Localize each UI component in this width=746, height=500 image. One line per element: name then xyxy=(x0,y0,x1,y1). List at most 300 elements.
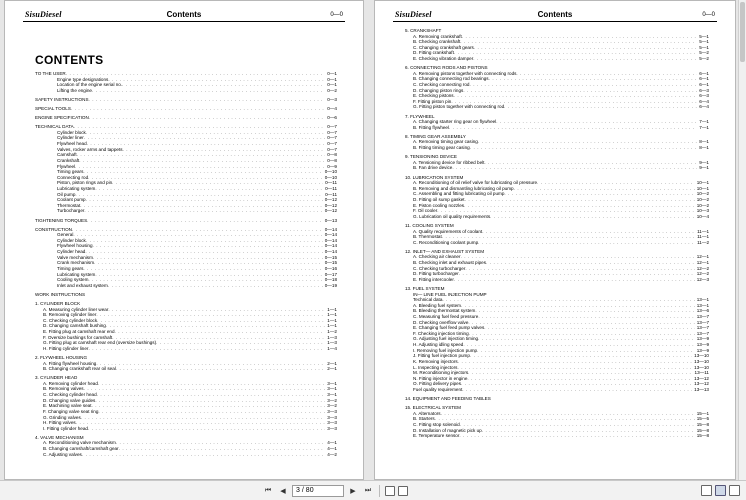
toc-entry-page: 13—7 xyxy=(696,330,709,336)
toc-entry[interactable] xyxy=(405,387,709,393)
toc-entry-page: 15—1 xyxy=(696,410,709,416)
toc-entry-title: 11. COOLING SYSTEM xyxy=(405,222,454,228)
toc-entry-title: K. Removing injectors xyxy=(413,358,458,364)
toc-entry-title: A. Quality requirements of coolant xyxy=(413,228,483,234)
toc-entry-page: 0—19 xyxy=(324,282,337,288)
toc-entry-title: 1. CYLINDER BLOCK xyxy=(35,300,81,306)
toc-entry-page: 3—1 xyxy=(327,380,337,386)
toc-entry-title: B. Bleeding thermostat system xyxy=(413,308,476,314)
toc-entry-page: 0—9 xyxy=(327,163,337,169)
toc-entry-title: I. Fitting cylinder head xyxy=(43,425,88,431)
toc-entry-page: 13—9 xyxy=(696,336,709,342)
toc-entry-page: 13—11 xyxy=(694,370,709,376)
toc-entry-page: 5—2 xyxy=(699,50,709,56)
toc-entry-title: Location of the engine serial no. xyxy=(57,82,123,88)
toc-entry-page: 3—2 xyxy=(327,403,337,409)
toc-entry-title: B. Fitting timing gear casing xyxy=(413,145,470,151)
toc-entry-title: B. Removing valves xyxy=(43,386,84,392)
toc-entry-title: Cylinder liner xyxy=(57,135,84,141)
toc-entry-page: 10—1 xyxy=(696,180,709,186)
toc-entry-title: A. Bleeding fuel system xyxy=(413,302,462,308)
toc-entry-title: G. Adjusting fuel injection timing xyxy=(413,336,479,342)
vertical-scrollbar[interactable] xyxy=(738,0,746,480)
toc-entry-title: Timing gears xyxy=(57,265,84,271)
toc-entry-title: 2. FLYWHEEL HOUSING xyxy=(35,354,88,360)
toc-leader-dots xyxy=(89,97,326,103)
toc-entry-page: 0—7 xyxy=(327,135,337,141)
toc-entry-page: 12—1 xyxy=(696,254,709,260)
toc-entry-title: C. Assembling and fitting lubricating oil pump xyxy=(413,191,505,197)
toc-entry[interactable] xyxy=(35,452,337,458)
toc-entry-title: ENGINE SPECIFICATION xyxy=(35,115,89,121)
toc-list-left xyxy=(35,71,337,457)
fit-page-icon[interactable] xyxy=(385,486,395,496)
total-pages: / 80 xyxy=(301,487,314,494)
toc-entry-page: 0—8 xyxy=(327,152,337,158)
toc-entry-page: 4—1 xyxy=(327,440,337,446)
toc-entry-title: SAFETY INSTRUCTIONS xyxy=(35,96,89,102)
toc-leader-dots xyxy=(452,165,697,171)
toc-entry-page: 10—3 xyxy=(696,208,709,214)
toc-entry-page: 0—11 xyxy=(325,180,337,186)
toc-entry-title: D. Fitting turbocharger xyxy=(413,271,459,277)
toc-entry-title: 10. LUBRICATION SYSTEM xyxy=(405,174,464,180)
toc-entry-page: 9—1 xyxy=(699,159,709,165)
toc-entry-title: TECHNICAL DATA xyxy=(35,124,74,130)
toc-entry[interactable] xyxy=(35,115,337,121)
toc-leader-dots xyxy=(82,452,325,458)
toc-entry-title: E. Fitting plug at camshaft rear end xyxy=(43,328,115,334)
toc-entry-title: D. Fitting crankshaft xyxy=(413,50,454,56)
toc-entry-title: A. Checking air cleaner xyxy=(413,254,461,260)
toc-entry-title: G. Fitting plug at camshaft rear end (oversize bushings) xyxy=(43,340,157,346)
two-page-icon[interactable] xyxy=(715,485,726,496)
header-title: Contents xyxy=(166,10,202,19)
toc-entry[interactable] xyxy=(35,97,337,103)
page-header xyxy=(393,10,717,22)
toc-entry-title: A. Alternators xyxy=(413,410,441,416)
toc-entry-page: 3—3 xyxy=(327,408,337,414)
toc-entry-title: Turbocharger xyxy=(57,208,85,214)
toc-entry[interactable] xyxy=(35,292,337,298)
toc-entry-page: 0—18 xyxy=(324,277,337,283)
toc-entry-title: 8. TIMING GEAR ASSEMBLY xyxy=(405,133,466,139)
toc-entry-page: 6—4 xyxy=(699,98,709,104)
toc-entry-page: 13—13 xyxy=(694,386,709,392)
toc-entry-page: 13—7 xyxy=(696,314,709,320)
toc-entry-title: 7. FLYWHEEL xyxy=(405,113,435,119)
toc-entry-title: 14. EQUIPMENT AND FEEDING TABLES xyxy=(405,396,491,402)
toc-leader-dots xyxy=(108,283,323,289)
toc-entry-title: B. Fan drive device xyxy=(413,165,453,171)
toc-entry-page: 5—1 xyxy=(699,39,709,45)
toc-entry-title: 3. CYLINDER HEAD xyxy=(35,375,78,381)
toc-entry-title: B. Changing camshaft/camshaft gear xyxy=(43,446,119,452)
toc-entry-title: D. Installation of magnetic pick up xyxy=(413,427,482,433)
sisu-diesel-logo: SisuDiesel xyxy=(25,10,62,19)
toc-entry-title: G. Grinding valves xyxy=(43,414,81,420)
toc-entry-title: Engine type designations xyxy=(57,76,109,82)
toc-entry-title: F. Changing valve seat ring xyxy=(43,408,99,414)
toc-entry-title: I. Removing fuel injection pump xyxy=(413,347,478,353)
toc-leader-dots xyxy=(84,208,322,214)
toc-entry-page: 11—1 xyxy=(697,234,709,240)
toc-entry[interactable] xyxy=(405,277,709,283)
toc-entry-page: 1—1 xyxy=(327,317,337,323)
toc-entry[interactable] xyxy=(405,165,709,171)
toc-entry-title: 5. CRANKSHAFT xyxy=(405,28,442,33)
toc-entry-title: IN— LINE FUEL INJECTION PUMP xyxy=(413,291,487,297)
toc-entry-page: 0—4 xyxy=(327,106,337,112)
toc-entry-title: Crankshaft xyxy=(57,157,80,163)
toc-leader-dots xyxy=(462,387,692,393)
toc-entry-title: E. Temperature sensor xyxy=(413,433,460,439)
toc-entry-page: 1—1 xyxy=(327,323,337,329)
toc-entry-title: G. Fitting piston together with connecting rod xyxy=(413,104,505,110)
toc-entry-page: 0—10 xyxy=(324,169,337,175)
toc-entry-page: 0—16 xyxy=(324,265,337,271)
toc-entry-page: 0—11 xyxy=(325,191,337,197)
toc-entry-page: 0—11 xyxy=(325,185,337,191)
toc-entry-page: 5—2 xyxy=(699,56,709,62)
toc-entry-title: Timing gears xyxy=(57,169,84,175)
last-page-icon[interactable]: ⏭ xyxy=(364,487,372,494)
toc-entry-title: 4. VALVE MECHANISM xyxy=(35,434,84,440)
toc-entry-page: 13—1 xyxy=(696,302,709,308)
toc-entry-title: Lubricating system xyxy=(57,185,96,191)
toc-leader-dots xyxy=(473,56,697,62)
toc-entry-title: B. Removing cylinder liner xyxy=(43,312,97,318)
toc-entry-title: Cooling system xyxy=(57,277,89,283)
toc-entry-title: 12. INLET— AND EXHAUST SYSTEM xyxy=(405,248,485,254)
toc-entry-title: G. Lubrication oil quality requirements xyxy=(413,213,491,219)
toc-entry-page: 11—1 xyxy=(697,228,709,234)
toc-entry-title: Oil pump xyxy=(57,191,76,197)
toc-entry-page: 12—3 xyxy=(696,276,709,282)
page-number-input[interactable] xyxy=(292,485,344,497)
toc-entry-page: 9—1 xyxy=(699,165,709,171)
pdf-page-right xyxy=(374,0,736,480)
toc-entry-title: D. Checking overflow valve xyxy=(413,319,469,325)
toc-entry-title: Flywheel housing xyxy=(57,243,93,249)
toc-entry-page: 7—1 xyxy=(699,119,709,125)
toc-entry-page: 6—1 xyxy=(699,81,709,87)
toc-entry-page: 2—1 xyxy=(327,360,337,366)
toc-entry-title: E. Checking pistons xyxy=(413,93,454,99)
toc-entry-page: 6—3 xyxy=(699,87,709,93)
toc-entry-page: 0—13 xyxy=(324,217,337,223)
toc-entry-page: 1—3 xyxy=(327,340,337,346)
toc-entry-page: 13—10 xyxy=(694,358,709,364)
toc-entry-page: 10—1 xyxy=(696,185,709,191)
toc-entry-page: 8—1 xyxy=(699,139,709,145)
toc-entry-page: 1—1 xyxy=(327,306,337,312)
toc-entry-title: A. Fitting flywheel housing xyxy=(43,360,97,366)
viewer-toolbar xyxy=(0,480,746,500)
toc-entry-page: 0—10 xyxy=(324,174,337,180)
toc-entry-title: CONSTRUCTION xyxy=(35,226,73,232)
toc-entry-title: A. Tensioning device for ribbed belt xyxy=(413,159,485,165)
toc-leader-dots xyxy=(88,346,325,352)
toc-leader-dots xyxy=(71,106,325,112)
toc-entry-page: 0—7 xyxy=(327,141,337,147)
toc-entry-title: Connecting rod xyxy=(57,174,89,180)
toc-entry-title: Piston, piston rings and pin xyxy=(57,180,113,186)
toc-entry-title: 15. ELECTRICAL SYSTEM xyxy=(405,405,461,411)
toc-entry-page: 15—8 xyxy=(696,427,709,433)
toc-leader-dots xyxy=(459,433,694,439)
toc-entry-page: 0—7 xyxy=(327,129,337,135)
toc-entry[interactable] xyxy=(405,433,709,439)
toc-entry-title: A. Reconditioning of oil relief valve for lubricating oil pressure xyxy=(413,180,538,186)
toc-entry-page: 4—1 xyxy=(327,446,337,452)
toc-entry-title: Flywheel head xyxy=(57,141,87,147)
toc-entry-page: 11—2 xyxy=(697,239,709,245)
toc-entry-page: 10—4 xyxy=(696,213,709,219)
toc-entry-page: 10—2 xyxy=(696,196,709,202)
single-page-icon[interactable] xyxy=(701,485,712,496)
toc-entry-page: 8—1 xyxy=(699,145,709,151)
toc-entry-title: C. Reconditioning coolant pump xyxy=(413,239,479,245)
page-navigation xyxy=(262,484,408,498)
toc-entry-page: 0—12 xyxy=(324,208,337,214)
sisu-diesel-logo: SisuDiesel xyxy=(395,10,432,19)
toc-entry-title: N. Fitting injector in engine xyxy=(413,375,468,381)
toc-entry[interactable] xyxy=(35,106,337,112)
toc-entry-title: H. Fitting cylinder liner xyxy=(43,345,89,351)
first-page-icon[interactable]: ⏮ xyxy=(264,487,272,494)
toc-entry-page: 10—2 xyxy=(696,191,709,197)
toc-entry-page: 13—1 xyxy=(696,297,709,303)
toc-entry-title: C. Checking cylinder block xyxy=(43,317,98,323)
toc-entry-page: 0—14 xyxy=(324,249,337,255)
toc-entry-page: 12—1 xyxy=(696,260,709,266)
toc-entry-title: D. Fitting oil sump gasket xyxy=(413,196,465,202)
toc-entry-title: D. Changing piston rings xyxy=(413,87,464,93)
toolbar-divider xyxy=(379,485,380,497)
toc-entry-page: 0—15 xyxy=(324,260,337,266)
toc-entry-page: 7—1 xyxy=(699,124,709,130)
toc-entry[interactable] xyxy=(405,125,709,131)
scrollbar-thumb[interactable] xyxy=(740,2,745,62)
toc-entry-page: 3—1 xyxy=(327,392,337,398)
toc-entry-title: A. Removing timing gear casing xyxy=(413,139,478,145)
toc-entry-title: Inlet and exhaust system xyxy=(57,282,108,288)
toc-entry-title: E. Piston cooling nozzles xyxy=(413,202,465,208)
toc-entry-title: H. Fitting valves xyxy=(43,420,76,426)
toc-entry-title: WORK INSTRUCTIONS xyxy=(35,291,86,297)
toc-entry-page: 5—1 xyxy=(699,33,709,39)
toc-entry-title: A. Removing cylinder head xyxy=(43,380,98,386)
toc-entry-title: C. Measuring fuel feed pressure xyxy=(413,314,479,320)
toc-entry-title: F. Fitting piston pin xyxy=(413,98,452,104)
toc-entry-title: A. Changing starter ring gear on flywheel xyxy=(413,119,497,125)
toc-entry-title: C. Checking cylinder head xyxy=(43,392,97,398)
toc-leader-dots xyxy=(87,218,323,224)
toc-entry[interactable] xyxy=(405,396,709,402)
toc-entry-page: 13—6 xyxy=(696,308,709,314)
toc-entry-title: Valve mechanism xyxy=(57,254,93,260)
toc-entry-title: E. Changing fuel feed pump valves xyxy=(413,325,485,331)
toc-entry-page: 4—2 xyxy=(327,451,337,457)
toc-entry-title: B. Starters xyxy=(413,416,435,422)
toc-leader-dots xyxy=(490,214,695,220)
toc-entry-title: Cylinder block xyxy=(57,129,86,135)
toc-entry-page: 0—14 xyxy=(324,243,337,249)
toc-entry-title: SPECIAL TOOLS xyxy=(35,106,71,112)
toc-entry-title: 9. TENSIONING DEVICE xyxy=(405,154,457,160)
toc-entry[interactable] xyxy=(35,88,337,94)
toc-entry-title: Cylinder block xyxy=(57,237,86,243)
toc-entry-page: 0—14 xyxy=(324,237,337,243)
toc-entry-page: 3—1 xyxy=(327,386,337,392)
toc-entry-page: 0—14 xyxy=(324,226,337,232)
toc-entry-page: 0—1 xyxy=(327,76,337,82)
toc-entry-page: 1—1 xyxy=(327,312,337,318)
toc-entry-page: 15—8 xyxy=(696,422,709,427)
toc-entry-title: Flywheel xyxy=(57,163,76,169)
toc-entry[interactable] xyxy=(35,346,337,352)
toc-entry-page: 6—3 xyxy=(699,93,709,99)
toc-entry-title: 13. FUEL SYSTEM xyxy=(405,285,445,291)
toc-leader-dots xyxy=(478,240,695,246)
toc-entry-page: 5—1 xyxy=(699,44,709,50)
toc-entry-page: 0—8 xyxy=(327,157,337,163)
view-mode-buttons xyxy=(701,485,740,496)
toc-entry-title: B. Checking inlet and exhaust pipes xyxy=(413,260,487,266)
toc-entry-title: Camshaft xyxy=(57,152,77,158)
toc-entry-title: E. Fitting intercooler xyxy=(413,276,454,282)
header-title: Contents xyxy=(537,10,573,19)
toc-entry[interactable] xyxy=(405,145,709,151)
toc-entry-title: C. Adjusting valves xyxy=(43,451,82,457)
toc-entry-title: Valves, rocker arms and tappets xyxy=(57,146,123,152)
toc-entry-title: 6. CONNECTING RODS AND PISTONS xyxy=(405,65,488,71)
toc-entry-page: 13—10 xyxy=(694,353,709,359)
toc-entry[interactable] xyxy=(35,218,337,224)
toc-leader-dots xyxy=(116,366,326,372)
toc-entry-title: B. Thermostat xyxy=(413,234,442,240)
toc-entry-title: M. Reconditioning injectors xyxy=(413,370,469,376)
toc-leader-dots xyxy=(88,426,325,432)
toc-entry-page: 0—1 xyxy=(327,82,337,88)
header-page-code: 0—0 xyxy=(330,12,343,18)
toc-list-right xyxy=(405,28,709,439)
toc-entry-page: 0—3 xyxy=(327,96,337,102)
toc-entry-title: A. Removing crankshaft xyxy=(413,33,462,39)
toc-entry-title: F. Oversize bushings for camshaft xyxy=(43,334,113,340)
toc-entry[interactable] xyxy=(405,104,709,110)
toc-entry-page: 13—9 xyxy=(696,342,709,348)
toc-entry[interactable] xyxy=(405,214,709,220)
toc-entry-title: A. Measuring cylinder liner wear xyxy=(43,306,109,312)
toc-entry-page: 13—9 xyxy=(696,347,709,353)
toc-entry[interactable] xyxy=(405,56,709,62)
toc-entry-title: D. Changing camshaft bushing xyxy=(43,323,106,329)
toc-entry-page: 15—8 xyxy=(696,433,709,439)
toc-entry-title: B. Fitting flywheel xyxy=(413,124,449,130)
toc-entry-page: 3—3 xyxy=(327,425,337,431)
toc-entry-page: 15—5 xyxy=(696,416,709,422)
toc-leader-dots xyxy=(449,125,697,131)
toc-entry-title: TO THE USER xyxy=(35,71,66,76)
toc-entry-title: D. Changing valve guides xyxy=(43,397,96,403)
toc-entry-title: E. Machining valve seat xyxy=(43,403,92,409)
toc-entry-page: 6—1 xyxy=(699,76,709,82)
toc-entry-title: A. Reconditioning valve mechanism xyxy=(43,440,116,446)
toc-entry-title: Lifting the engine xyxy=(57,87,92,93)
toc-entry-title: C. Fitting stop solenoid xyxy=(413,422,460,427)
toc-entry-page: 13—7 xyxy=(696,319,709,325)
toc-entry-page: 6—4 xyxy=(699,104,709,110)
toc-entry-page: 1—4 xyxy=(327,345,337,351)
toc-entry-title: E. Checking vibration damper xyxy=(413,56,474,62)
continuous-scroll-icon[interactable] xyxy=(729,485,740,496)
toc-leader-dots xyxy=(504,104,697,110)
page-header xyxy=(23,10,345,22)
toc-entry-page: 0—12 xyxy=(324,202,337,208)
toc-entry-page: 0—2 xyxy=(327,87,337,93)
toc-entry-title: Technical data xyxy=(413,297,443,303)
toc-leader-dots xyxy=(470,145,698,151)
current-page[interactable]: 3 xyxy=(296,487,300,494)
toc-leader-dots xyxy=(454,277,695,283)
toc-leader-dots xyxy=(92,88,325,94)
next-page-icon[interactable]: ▶ xyxy=(350,488,356,495)
toc-entry[interactable] xyxy=(35,426,337,432)
toc-entry-page: 0—17 xyxy=(324,271,337,277)
toc-entry-title: L. Inspecting injectors xyxy=(413,364,458,370)
toc-entry[interactable] xyxy=(35,208,337,214)
toc-entry-title: B. Removing and dismantling lubricating oil pump xyxy=(413,185,514,191)
toc-entry-title: F. Oil cooler xyxy=(413,208,438,214)
toc-leader-dots xyxy=(89,115,326,121)
toc-entry-title: Crank mechanism xyxy=(57,260,95,266)
toc-entry-page: 0—6 xyxy=(327,115,337,121)
toc-entry-page: 3—2 xyxy=(327,397,337,403)
toc-entry-page: 13—12 xyxy=(694,381,709,387)
toc-entry-page: 12—2 xyxy=(696,271,709,277)
toc-entry-title: Coolant pump xyxy=(57,197,86,203)
toc-entry-page: 6—1 xyxy=(699,70,709,76)
fit-width-icon[interactable] xyxy=(398,486,408,496)
toc-entry[interactable] xyxy=(35,366,337,372)
toc-entry-page: 10—2 xyxy=(696,202,709,208)
toc-entry-title: H. Adjusting idling speed xyxy=(413,342,464,348)
toc-entry-title: O. Fitting delivery pipes xyxy=(413,381,461,387)
toc-entry-page: 0—12 xyxy=(324,197,337,203)
toc-entry-page: 3—3 xyxy=(327,414,337,420)
toc-entry-title: Fuel quality requirement xyxy=(413,386,463,392)
contents-title: CONTENTS xyxy=(35,53,104,67)
toc-entry[interactable] xyxy=(405,240,709,246)
toc-entry-title: A. Removing pistons together with connecting rods xyxy=(413,70,517,76)
toc-entry-page: 1—3 xyxy=(327,334,337,340)
toc-entry-page: 1—2 xyxy=(327,328,337,334)
toc-entry-page: 13—12 xyxy=(694,375,709,381)
toc-entry[interactable] xyxy=(35,283,337,289)
toc-entry-page: 3—3 xyxy=(327,420,337,426)
toc-entry-page: 0—7 xyxy=(327,124,337,130)
toc-entry-page: 13—10 xyxy=(694,364,709,370)
prev-page-icon[interactable]: ◀ xyxy=(280,488,286,495)
toc-entry-title: C. Checking turbocharger xyxy=(413,265,466,271)
toc-entry-page: 0—15 xyxy=(324,254,337,260)
toc-entry-page: 0—1 xyxy=(327,71,337,76)
toc-entry-title: C. Checking connecting rod xyxy=(413,81,470,87)
toc-entry-title: B. Changing connecting rod bearings xyxy=(413,76,489,82)
toc-entry-title: C. Changing crankshaft gears xyxy=(413,44,474,50)
